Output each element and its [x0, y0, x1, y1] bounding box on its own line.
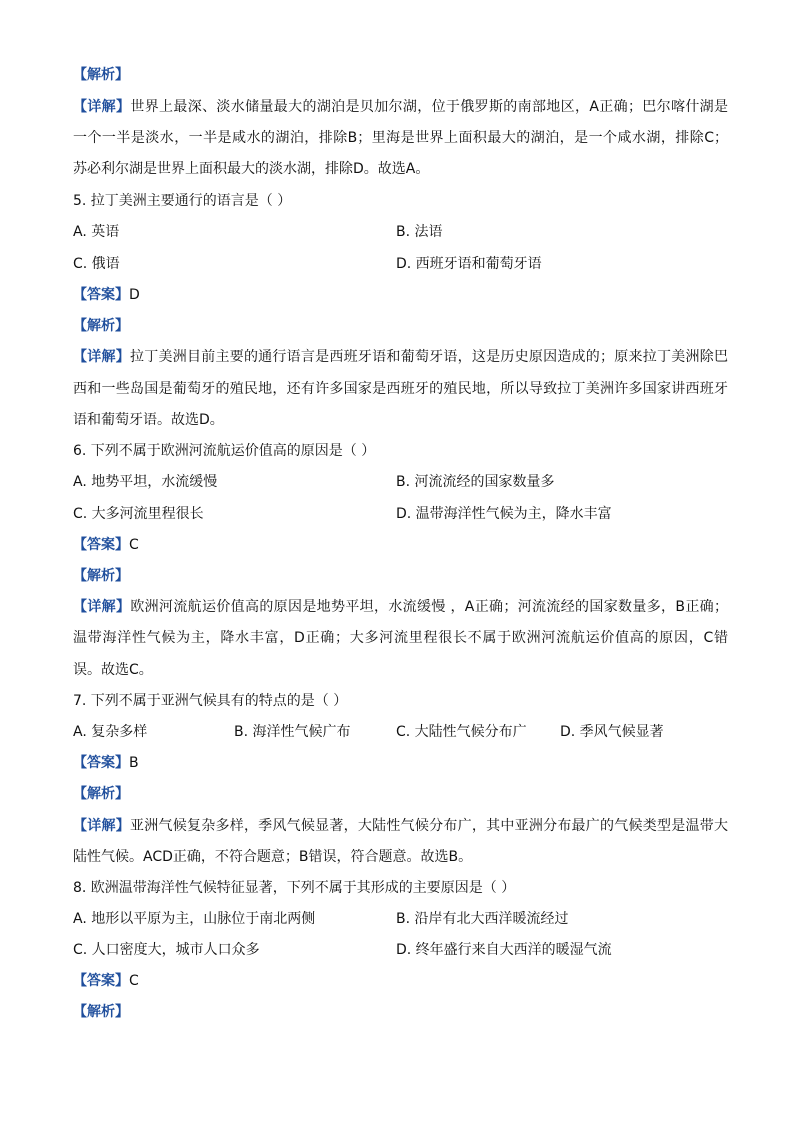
detail-tag: 【详解】: [73, 599, 131, 615]
detail-line: 西和一些岛国是葡萄牙的殖民地，还有许多国家是西班牙的殖民地，所以导致拉丁美洲许多国家讲西班牙: [73, 381, 728, 397]
answer-line: [73, 970, 728, 992]
detail-line: [73, 346, 728, 368]
option-b: B. 海洋性气候广布: [234, 724, 351, 740]
question-stem: 8. 欧洲温带海洋性气候特征显著，下列不属于其形成的主要原因是（ ）: [73, 880, 516, 896]
option-d: D. 季风气候显著: [560, 724, 664, 740]
answer-tag: 【答案】: [73, 755, 129, 771]
detail-tag: 【详解】: [73, 349, 130, 365]
option-c: C. 大陆性气候分布广: [396, 724, 527, 740]
answer-value: B: [129, 755, 139, 771]
question-stem: 6. 下列不属于欧洲河流航运价值高的原因是（ ）: [73, 443, 376, 459]
analysis-heading: 【解析】: [73, 786, 129, 802]
detail-tag: 【详解】: [73, 818, 130, 834]
option-d: D. 西班牙语和葡萄牙语: [396, 256, 542, 272]
detail-text: 拉丁美洲目前主要的通行语言是西班牙语和葡萄牙语，这是历史原因造成的；原来拉丁美洲除巴: [129, 349, 728, 365]
question-stem: 5. 拉丁美洲主要通行的语言是（ ）: [73, 193, 292, 209]
answer-value: D: [129, 287, 140, 303]
detail-text: 世界上最深、淡水储量最大的湖泊是贝加尔湖，位于俄罗斯的南部地区，A正确；巴尔喀什湖是: [130, 99, 728, 115]
option-a: A. 地势平坦，水流缓慢: [73, 474, 218, 490]
detail-line: 语和葡萄牙语。故选D。: [73, 412, 224, 428]
analysis-heading: 【解析】: [73, 67, 129, 83]
analysis-heading: 【解析】: [73, 568, 129, 584]
detail-line: 陆性气候。ACD正确，不符合题意；B错误，符合题意。故选B。: [73, 849, 473, 865]
detail-text: 欧洲河流航运价值高的原因是地势平坦，水流缓慢 ，A正确；河流流经的国家数量多，B正确；: [130, 599, 728, 615]
option-c: C. 俄语: [73, 256, 120, 272]
option-a: A. 复杂多样: [73, 724, 148, 740]
option-c: C. 大多河流里程很长: [73, 506, 204, 522]
question-stem: 7. 下列不属于亚洲气候具有的特点的是（ ）: [73, 693, 348, 709]
detail-line: 温带海洋性气候为主，降水丰富，D正确；大多河流里程很长不属于欧洲河流航运价值高的原因，C错: [73, 630, 728, 646]
answer-line: [73, 284, 728, 306]
answer-line: [73, 752, 728, 774]
answer-value: C: [129, 537, 139, 553]
option-b: B. 沿岸有北大西洋暖流经过: [396, 911, 569, 927]
detail-line: [73, 596, 728, 618]
detail-line: [73, 815, 728, 837]
option-b: B. 法语: [396, 224, 443, 240]
answer-tag: 【答案】: [73, 973, 129, 989]
option-d: D. 温带海洋性气候为主，降水丰富: [396, 506, 612, 522]
answer-tag: 【答案】: [73, 287, 129, 303]
option-a: A. 英语: [73, 224, 120, 240]
detail-line: 一个一半是淡水，一半是咸水的湖泊，排除B；里海是世界上面积最大的湖泊，是一个咸水湖，排除C；: [73, 130, 728, 146]
option-b: B. 河流流经的国家数量多: [396, 474, 555, 490]
answer-line: [73, 534, 728, 556]
detail-line: 误。故选C。: [73, 662, 153, 678]
option-c: C. 人口密度大，城市人口众多: [73, 942, 260, 958]
detail-text: 亚洲气候复杂多样，季风气候显著，大陆性气候分布广，其中亚洲分布最广的气候类型是温带大: [129, 818, 728, 834]
analysis-heading: 【解析】: [73, 1004, 129, 1020]
detail-line: [73, 96, 728, 118]
option-d: D. 终年盛行来自大西洋的暖湿气流: [396, 942, 612, 958]
answer-tag: 【答案】: [73, 537, 129, 553]
option-a: A. 地形以平原为主，山脉位于南北两侧: [73, 911, 316, 927]
answer-value: C: [129, 973, 139, 989]
detail-tag: 【详解】: [73, 99, 131, 115]
analysis-heading: 【解析】: [73, 318, 129, 334]
detail-line: 苏必利尔湖是世界上面积最大的淡水湖，排除D。故选A。: [73, 161, 430, 177]
